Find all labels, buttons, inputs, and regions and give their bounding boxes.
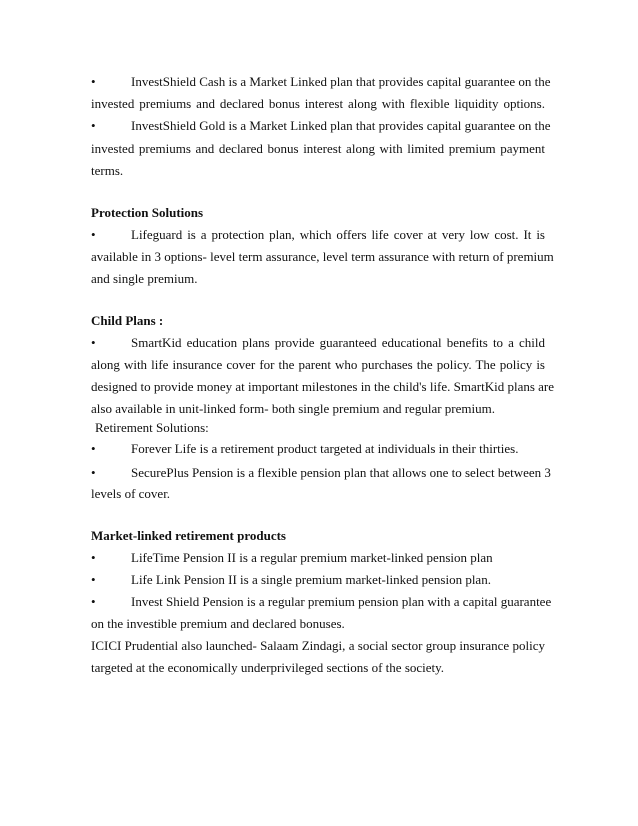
section-heading-child-plans: Child Plans : (91, 313, 164, 328)
paragraph-line: terms. (91, 163, 124, 178)
paragraph-line: and single premium. (91, 271, 198, 286)
paragraph-line: designed to provide money at important milestones in the child's life. SmartKid plans are (91, 379, 555, 394)
paragraph-line: Lifeguard is a protection plan, which offers life cover at very low cost. It is (131, 227, 545, 242)
bullet-icon: • (91, 550, 96, 565)
paragraph-line: on the investible premium and declared bonuses. (91, 616, 345, 631)
paragraph-line: levels of cover. (91, 486, 171, 501)
paragraph-line: LifeTime Pension II is a regular premium market-linked pension plan (131, 550, 493, 565)
paragraph-line: also available in unit-linked form- both single premium and regular premium. (91, 401, 495, 416)
paragraph-line: Invest Shield Pension is a regular premium pension plan with a capital guarantee (131, 594, 552, 609)
paragraph-line: Life Link Pension II is a single premium market-linked pension plan. (131, 572, 491, 587)
paragraph-line: SecurePlus Pension is a flexible pension plan that allows one to select between 3 (131, 465, 551, 480)
paragraph-line: available in 3 options- level term assurance, level term assurance with return of premium (91, 249, 554, 264)
paragraph-line: invested premiums and declared bonus interest along with limited premium payment (91, 141, 545, 156)
bullet-icon: • (91, 572, 96, 587)
paragraph-line: invested premiums and declared bonus interest along with flexible liquidity options. (91, 96, 545, 111)
bullet-icon: • (91, 227, 96, 242)
section-heading-retirement: Retirement Solutions: (95, 420, 209, 435)
section-heading-market-linked: Market-linked retirement products (91, 528, 286, 543)
paragraph-line: InvestShield Cash is a Market Linked plan that provides capital guarantee on the (131, 74, 551, 89)
paragraph-line: ICICI Prudential also launched- Salaam Zindagi, a social sector group insurance policy (91, 638, 545, 653)
bullet-icon: • (91, 118, 96, 133)
paragraph-line: along with life insurance cover for the parent who purchases the policy. The policy is (91, 357, 545, 372)
paragraph-line: targeted at the economically underprivileged sections of the society. (91, 660, 445, 675)
bullet-icon: • (91, 441, 96, 456)
bullet-icon: • (91, 465, 96, 480)
paragraph-line: InvestShield Gold is a Market Linked plan that provides capital guarantee on the (131, 118, 551, 133)
bullet-icon: • (91, 335, 96, 350)
section-heading-protection: Protection Solutions (91, 205, 204, 220)
paragraph-line: Forever Life is a retirement product targeted at individuals in their thirties. (131, 441, 519, 456)
paragraph-line: SmartKid education plans provide guaranteed educational benefits to a child (131, 335, 545, 350)
bullet-icon: • (91, 74, 96, 89)
bullet-icon: • (91, 594, 96, 609)
